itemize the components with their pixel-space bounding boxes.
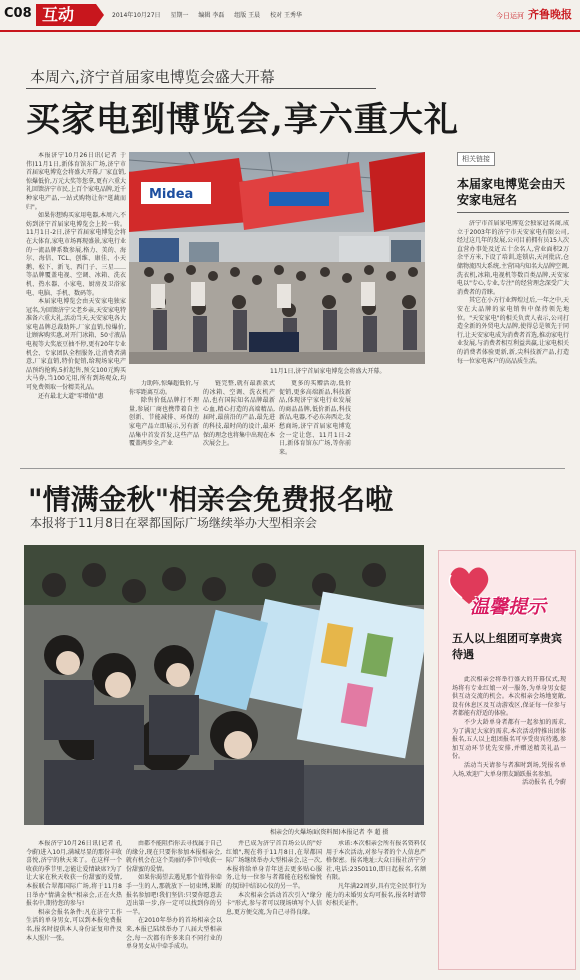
story2-headline: "情满金秋"相亲会免费报名啦 — [28, 483, 394, 516]
paragraph: 力助阵,惊爆超低价,与你零距离互动。 — [129, 380, 199, 396]
page-code: C08 — [4, 6, 32, 21]
paragraph: 此次相亲会将举行盛大的开幕仪式,现场将有专业红娘一对一服务,为单身男女提供互动交流的机会。本次相亲会场地宽敞,设有休息区及互动游戏区,保证每一位参与者都能有舒适的体验。 — [452, 676, 566, 718]
paragraph: 不少大龄单身者都有一起参加的需求,为了满足大家的需求,本次活动特推出团体报名,五人以上组团报名可享受贵宾待遇,参加互动环节优先安排,并赠送精美礼品一份。 — [452, 718, 566, 761]
paragraph: 本次相亲会活动首次引入"缘分卡"形式,参与者可以现场填写个人信息,更方便交流,为自己寻得良缘。 — [226, 891, 322, 916]
sidebar-body — [457, 220, 569, 460]
svg-text:Midea: Midea — [149, 187, 194, 202]
paragraph: 其它在小方行业辉煌过后,一年之中,天安在大品牌的家电销售中保持领先地位。"天安家电"的相关负责人表示,公司打造全新的外贸电大品牌,使得总是领先于同行,让天安家电成为消费者首选,推动家电行业发展,与消费者相互利益共赢,让家电相关的消费者体验更新,新,尖科技新产品,打造每一位家电客户的高品质生活。 — [457, 297, 569, 365]
header-rule — [0, 30, 580, 32]
paragraph: 并已成为济宁首百场公认的"好红娘",现在将于11月8日,在翠都国际广场继续举办大型相亲会,这一次,本报将给单身青年送去更多贴心服务,让每一位参与者都能在轻松愉悦的氛围中结识心仪的另一半。 — [226, 840, 322, 890]
story1-column-1 — [26, 152, 126, 464]
expo-photo-caption: 11月1日,济宁首届家电博览会将盛大开幕。 — [270, 368, 386, 375]
story1-column-3 — [203, 380, 275, 464]
matchmaking-photo-image — [24, 545, 424, 825]
paper-name: 齐鲁晚报 — [528, 8, 572, 21]
issue-weekday: 星期一 — [170, 12, 189, 19]
paragraph: 活动当天请参与者准时到场,凭报名单入场,欢迎广大单身朋友踊跃报名参加。 — [452, 761, 566, 778]
paragraph: 链完整,就有最新款式的冰箱、空调、洗衣机产品,也有国际知名品牌最新心血,精心打造的高端精品,届时,最前沿的产品,最先进的科技,最时尚的设计,最环保的理念也将集中出现在本次展会上。 — [203, 380, 275, 448]
edition-name: 今日运河 — [496, 12, 524, 20]
tips-body — [452, 676, 566, 966]
section-tag: 互动 — [36, 4, 96, 26]
editor-credit: 编辑 李磊 — [198, 12, 225, 19]
masthead — [496, 6, 572, 22]
story2-subhead: 本报将于11月8日在翠都国际广场继续举办大型相亲会 — [30, 516, 317, 530]
paragraph: 除售价低品牌打不理量,参展厂商也携带着自主创新、节能减排、环保的家电产品立即展示,另有新品集中首发首发,这些产品覆盖两步全,产业 — [129, 397, 199, 448]
matchmaking-photo-caption: 相亲会的火爆场面(资料图)本报记者 李 超 摄 — [270, 829, 389, 836]
expo-photo — [129, 152, 425, 364]
story2-column-2 — [126, 840, 222, 975]
issue-date: 2014年10月27日 — [112, 12, 161, 19]
kicker-rule — [26, 88, 376, 89]
tips-subtitle: 五人以上组团可享贵宾待遇 — [452, 632, 562, 661]
paragraph: 活动报名 孔令蔚 — [522, 779, 566, 787]
paragraph: 本届家电博览会由天安家电独家冠名,为回馈济宁父老乡亲,天安家电特准备六重大礼,活动当天,天安家电各大家电品牌总裁助阵,厂家直销,惊爆价,让顾客购实惠,对开门冰箱、50寸液晶电视等大奖底豆抽不停,更有20年专业机会、专家团队全程服务,让消费者满意,厂家直销,特价促销,给现场家电产品预约抢购,5折起售,预交100元购买大马券,当100元用,所有到场观众,均可免费领取一份精美礼品。 — [26, 298, 126, 392]
story2-column-1 — [26, 840, 122, 975]
story2-column-4 — [326, 840, 426, 975]
edit-info — [112, 10, 310, 19]
story2-column-3 — [226, 840, 322, 975]
matchmaking-photo — [24, 545, 424, 825]
paragraph: 本报济宁10月26日讯(记者 于伟)11月1日,新体育馆东广场,济宁市首届家电博览会将盛大开幕,厂家直销,惊爆低价,万元大奖等您拿,更有六重大礼回馈济宁市民,上百个家电品牌,近千种家电产品,一站式购物让你"逛蔬而归"。 — [26, 152, 126, 211]
sidebar-rule — [457, 212, 569, 213]
paragraph: 凡年满22周岁,具有完全民事行为能力的未婚男女均可报名,报名时请带好相关证件。 — [326, 882, 426, 908]
paragraph: 本报济宁10月26日讯(记者 孔令蔚)进入10月,满城尽显的那份丰收喜悦,济宁的秋天来了。在这样一个收获的季节里,怎能让爱情缺席?为了让大家在秋天收获一份甜蜜的爱情,本报联合翠都国际广场,将于11月8日举办"情满金秋"相亲会,正在火热报名中,期待您的参与! — [26, 840, 122, 908]
tips-title: 温馨提示 — [470, 596, 547, 618]
paragraph: 如果你渴望去遇见那个值得你牵手一生的人,那就放下一切束缚,果断报名参加吧!我们坚信:只要你愿意去迈出第一步,你一定可以找到你的另一半。 — [126, 874, 222, 916]
story1-headline: 买家电到博览会,享六重大礼 — [26, 100, 459, 140]
related-link-tag: 相关链接 — [457, 152, 495, 166]
story1-kicker: 本周六,济宁首届家电博览会盛大开幕 — [30, 68, 275, 86]
paragraph: 还有最北大道"零增值"惠 — [38, 392, 104, 400]
paragraph: 更多的买赠活动,低价促销,更多高端新品,科技新品,体现济宁家电行业发展的商品品牌,低价新品,科技新品,电器,不必东奔西走,发愁商场,济宁首届家电博览会一定让您、11月1日-2日,新体育馆东广场,等你前来。 — [279, 380, 351, 456]
paragraph: 如果你想购买家用电器,本周六,不妨到济宁首届家电博览会上转一转。11月1日-2日,济宁首届家电博览会将在大体育,家电市场再现盛景,家电行业的一流品牌系数参展,格力、美的、海尔、海信、TCL、创维、康佳、小天鹅、松下、新飞、西门子、三星……等品牌覆盖电视、空调、冰箱、洗衣机、热水器、小家电、厨房及卫浴家电、电脑、手机、数码等。 — [26, 212, 126, 297]
paragraph: 相亲会报名条件:凡在济宁工作生活的单身男女,可以到本报免费报名,报名时提供本人身份证复印件及本人照片一张。 — [26, 908, 122, 942]
story1-column-2 — [129, 380, 199, 464]
designer-credit: 组版 王晨 — [234, 12, 261, 19]
sidebar-title: 本届家电博览会由天安家电冠名 — [457, 177, 566, 207]
expo-photo-image — [129, 152, 425, 364]
paragraph: 济宁市首届家电博览会独家冠名商,成立于2003年的济宁市天安家电有限公司,经过这几年的发展,公司目前拥有员15人次直营办事处及近五十余名人,营业面积2万余平方米,下设了培训,连锁店,天河批店,仓储物流四大系统,主营国内知名大品牌空调,洗衣机,冰箱,电视机等数百类品牌,天安家电以"专心,专业,专注"的经营理念深受广大消费者的青睐。 — [457, 220, 569, 296]
paragraph: 在2010年举办的首场相亲会以来,本报已陆续举办了八届大型相亲会,每一次都有许多来自不同行业的单身男女从中牵手成功。 — [126, 917, 222, 951]
story-separator — [20, 468, 565, 469]
proofreader-credit: 校对 王秀华 — [270, 12, 303, 19]
paragraph: 承诺:本次相亲会所有报名资料仅用于本次活动,对参与者的个人信息严格保密。报名地址:大众日报社济宁分社,电话:2350110,即日起报名,名额有限。 — [326, 840, 426, 882]
story1-column-4 — [279, 380, 351, 464]
paragraph: 由都不能阻挡你去寻找属于自己的缘分,现在只要你参加本报相亲会,就有机会在这个美丽的季节中收获一份甜蜜的爱情。 — [126, 840, 222, 873]
